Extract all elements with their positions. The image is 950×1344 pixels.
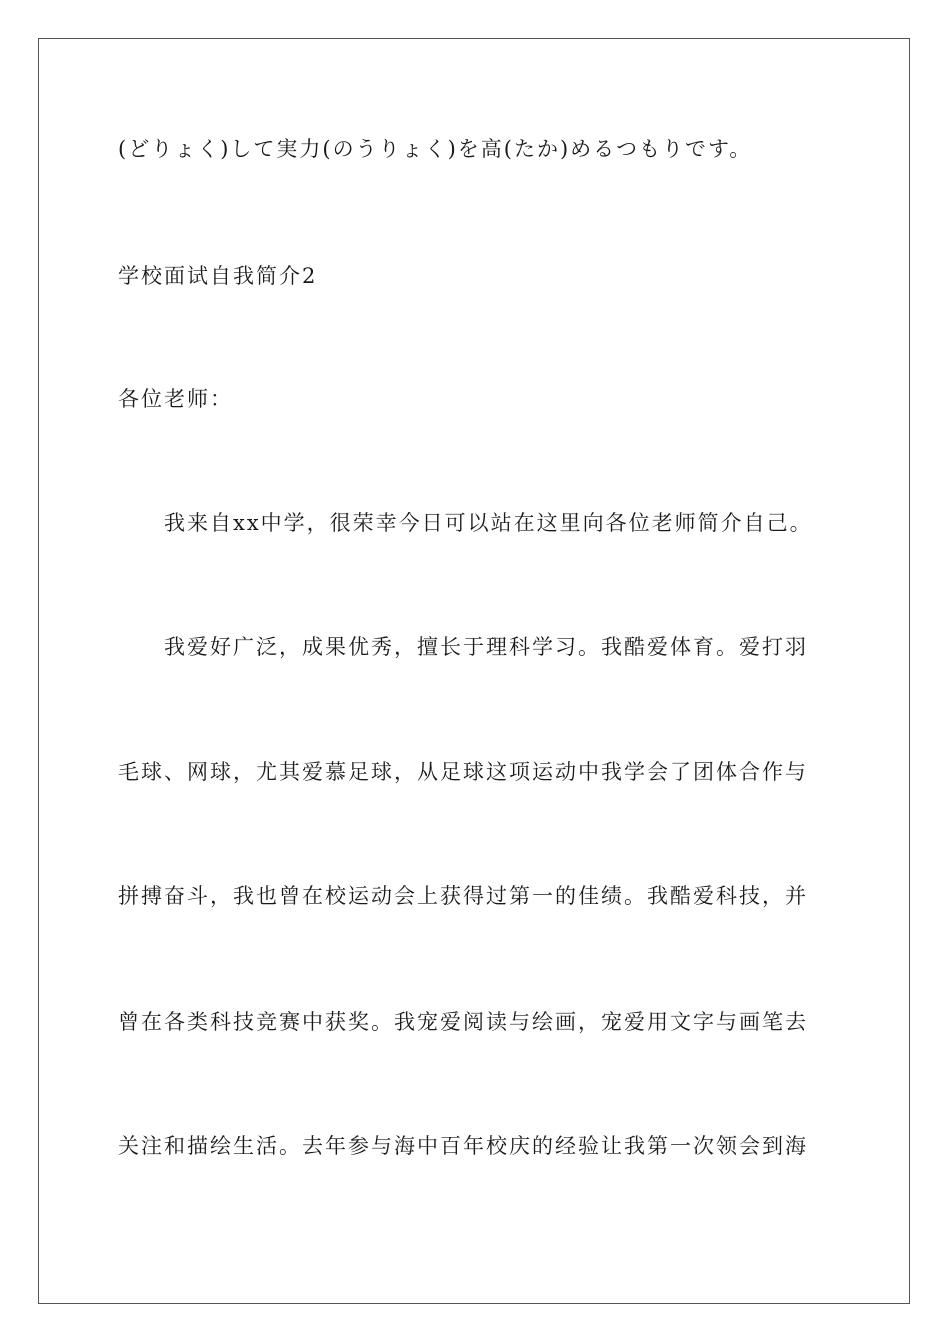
paragraph-1-line-1: 我来自xx中学，很荣幸今日可以站在这里向各位老师简介自己。	[164, 511, 813, 535]
paragraph-2-line-1: 我爱好广泛，成果优秀，擅长于理科学习。我酷爱体育。爱打羽	[164, 635, 808, 659]
section-heading: 学校面试自我简介2	[118, 264, 318, 288]
paragraph-2-line-2: 毛球、网球，尤其爱慕足球，从足球这项运动中我学会了团体合作与	[118, 760, 808, 784]
paragraph-2-line-3: 拼搏奋斗，我也曾在校运动会上获得过第一的佳绩。我酷爱科技，并	[118, 884, 808, 908]
text-line-1: (どりょく)して実力(のうりょく)を高(たか)めるつもりです。	[118, 137, 753, 161]
salutation: 各位老师：	[118, 387, 233, 411]
paragraph-2-line-4: 曾在各类科技竞赛中获奖。我宠爱阅读与绘画，宠爱用文字与画笔去	[118, 1010, 808, 1034]
page-border	[38, 38, 910, 1304]
paragraph-2-line-5: 关注和描绘生活。去年参与海中百年校庆的经验让我第一次领会到海	[118, 1134, 808, 1158]
